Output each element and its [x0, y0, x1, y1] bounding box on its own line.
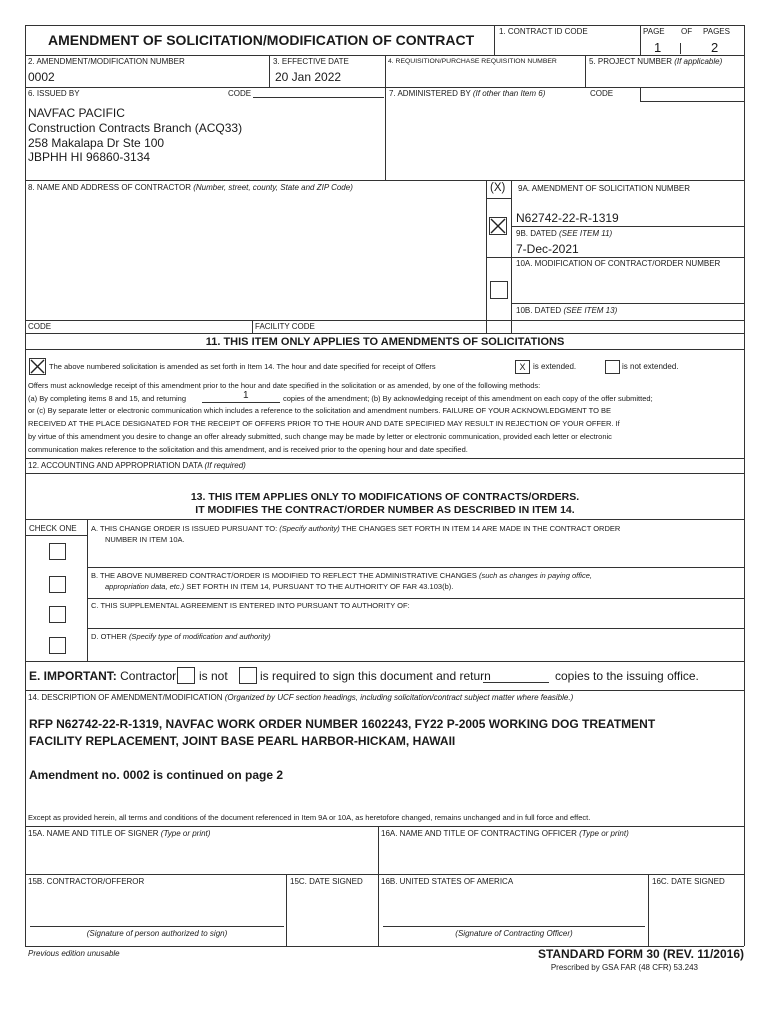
issued-by-line-3: 258 Makalapa Dr Ste 100 [28, 136, 165, 150]
item13b-checkbox[interactable] [49, 576, 66, 593]
form-title: AMENDMENT OF SOLICITATION/MODIFICATION OF CONTRACT [48, 32, 475, 48]
dated-9b-value[interactable]: 7-Dec-2021 [516, 242, 579, 256]
page-number: 1 [654, 40, 662, 55]
issued-by-code-label: CODE [228, 89, 252, 98]
of-label: OF [681, 27, 693, 36]
item13b-line1: B. THE ABOVE NUMBERED CONTRACT/ORDER IS MODIFIED TO REFLECT THE ADMINISTRATIVE CHANGES (such as changes in paying office, [91, 571, 592, 580]
is-required-label: is required to sign this document and return [260, 669, 491, 683]
amendment-solicitation-value[interactable]: N62742-22-R-1319 [516, 211, 619, 225]
item11-p2b: copies of the amendment; (b) By acknowledging receipt of this amendment on each copy of the offer submitted; [283, 394, 653, 403]
except-text: Except as provided herein, all terms and conditions of the document referenced in Item 9A or 10A, as heretofore changed, remains unchanged and in full force and effect. [28, 813, 591, 822]
contractor-label: 8. NAME AND ADDRESS OF CONTRACTOR (Number, street, county, State and ZIP Code) [28, 183, 353, 192]
administered-by-code-label: CODE [590, 89, 614, 98]
requisition-label: 4. REQUISITION/PURCHASE REQUISITION NUMBER [388, 58, 557, 65]
item11-title: 11. THIS ITEM ONLY APPLIES TO AMENDMENTS OF SOLICITATIONS [205, 336, 565, 348]
project-number-label: 5. PROJECT NUMBER (If applicable) [589, 57, 723, 66]
accounting-data-label: 12. ACCOUNTING AND APPROPRIATION DATA (If required) [28, 461, 246, 470]
amendment-solicitation-checkbox[interactable] [489, 217, 507, 235]
item11-p2a: (a) By completing items 8 and 15, and returning [28, 394, 187, 403]
item13a-line2: NUMBER IN ITEM 10A. [105, 535, 185, 544]
contractor-signature-line[interactable] [30, 926, 284, 927]
standard-form-label: STANDARD FORM 30 (REV. 11/2016) [537, 947, 744, 961]
contractor-signature-caption: (Signature of person authorized to sign) [86, 929, 228, 938]
is-not-label: is not [199, 669, 228, 683]
extended-label: is extended. [533, 362, 577, 371]
facility-code-label: FACILITY CODE [255, 322, 315, 331]
item13-title-1: 13. THIS ITEM APPLIES ONLY TO MODIFICATIONS OF CONTRACTS/ORDERS. [190, 491, 580, 503]
page-label: PAGE [643, 27, 665, 36]
item11-p3: or (c) By separate letter or electronic communication which includes a reference to the solicitation and amendment numbers. FAILURE OF YOUR ACKNOWLEDGMENT TO BE [28, 406, 612, 415]
item11-p1: Offers must acknowledge receipt of this amendment prior to the hour and date specified in the solicitation or as amended, by one of the following methods: [28, 381, 541, 390]
item11-checkbox[interactable] [29, 358, 46, 375]
officer-signature-caption: (Signature of Contracting Officer) [455, 929, 573, 938]
important-row: E. IMPORTANT: Contractor [29, 669, 177, 683]
item13d-checkbox[interactable] [49, 637, 66, 654]
modification-contract-checkbox[interactable] [490, 281, 508, 299]
extended-checkbox[interactable]: X [515, 360, 530, 374]
item11-p4: RECEIVED AT THE PLACE DESIGNATED FOR THE RECEIPT OF OFFERS PRIOR TO THE HOUR AND DATE SPECIFIED MAY RESULT IN REJECTION OF YOUR OFFER. If [28, 419, 620, 428]
contractor-date-signed-label: 15C. DATE SIGNED [290, 877, 363, 886]
is-required-checkbox[interactable] [239, 667, 257, 684]
issued-by-label: 6. ISSUED BY [28, 89, 80, 98]
description-line-3: Amendment no. 0002 is continued on page 2 [29, 768, 284, 782]
copies-return-field[interactable] [483, 682, 549, 683]
description-line-1: RFP N62742-22-R-1319, NAVFAC WORK ORDER NUMBER 1602243, FY22 P-2005 WORKING DOG TREATMENT [29, 717, 656, 731]
item11-p6: communication makes reference to the solicitation and this amendment, and is received prior to the opening hour and date specified. [28, 445, 468, 454]
copies-value[interactable]: 1 [243, 390, 249, 401]
officer-date-signed-label: 16C. DATE SIGNED [652, 877, 725, 886]
item13a-checkbox[interactable] [49, 543, 66, 560]
item13c-line: C. THIS SUPPLEMENTAL AGREEMENT IS ENTERED INTO PURSUANT TO AUTHORITY OF: [91, 601, 410, 610]
effective-date-label: 3. EFFECTIVE DATE [273, 57, 349, 66]
contractor-offeror-label: 15B. CONTRACTOR/OFFEROR [28, 877, 145, 886]
united-states-label: 16B. UNITED STATES OF AMERICA [381, 877, 514, 886]
item13b-line2: appropriation data, etc.) SET FORTH IN ITEM 14, PURSUANT TO THE AUTHORITY OF FAR 43.103(b). [105, 582, 454, 591]
page-separator [680, 43, 681, 54]
not-extended-checkbox[interactable] [605, 360, 620, 374]
pages-label: PAGES [703, 27, 730, 36]
dated-10b-label: 10B. DATED (SEE ITEM 13) [516, 306, 618, 315]
is-not-checkbox[interactable] [177, 667, 195, 684]
x-column-header: (X) [490, 182, 506, 194]
issued-by-code-field [253, 97, 384, 98]
prescribed-by-label: Prescribed by GSA FAR (48 CFR) 53.243 [550, 963, 698, 972]
checked-x-icon [30, 359, 45, 374]
issued-by-line-4: JBPHH HI 96860-3134 [28, 150, 151, 164]
item13-title-2: IT MODIFIES THE CONTRACT/ORDER NUMBER AS DESCRIBED IN ITEM 14. [195, 504, 575, 516]
copies-issuing-label: copies to the issuing office. [555, 669, 699, 683]
issued-by-line-2: Construction Contracts Branch (ACQ33) [28, 121, 243, 135]
contractor-code-label: CODE [28, 322, 52, 331]
description-label: 14. DESCRIPTION OF AMENDMENT/MODIFICATION (Organized by UCF section headings, including solicitation/contract subject matter where feasible.) [28, 693, 574, 702]
amendment-number-label: 2. AMENDMENT/MODIFICATION NUMBER [28, 57, 185, 66]
not-extended-label: is not extended. [622, 362, 679, 371]
administered-by-label: 7. ADMINISTERED BY (If other than Item 6) [389, 89, 546, 98]
check-one-label: CHECK ONE [29, 524, 77, 533]
modification-contract-label: 10A. MODIFICATION OF CONTRACT/ORDER NUMBER [516, 259, 721, 268]
pages-count: 2 [711, 40, 719, 55]
item13a-line1: A. THIS CHANGE ORDER IS ISSUED PURSUANT TO: (Specify authority) THE CHANGES SET FORTH IN ITEM 14 ARE MADE IN THE CONTRACT ORDER [91, 524, 621, 533]
item13d-line: D. OTHER (Specify type of modification and authority) [91, 632, 271, 641]
officer-name-label: 16A. NAME AND TITLE OF CONTRACTING OFFICER (Type or print) [381, 829, 629, 838]
officer-signature-line[interactable] [383, 926, 645, 927]
description-line-2: FACILITY REPLACEMENT, JOINT BASE PEARL HARBOR-HICKAM, HAWAII [29, 734, 456, 748]
dated-9b-label: 9B. DATED (SEE ITEM 11) [516, 229, 613, 238]
checked-x-icon [490, 218, 506, 234]
previous-edition-note: Previous edition unusable [28, 949, 120, 958]
item11-line1: The above numbered solicitation is amended as set forth in Item 14. The hour and date specified for receipt of Offers [49, 362, 436, 371]
effective-date-value[interactable]: 20 Jan 2022 [275, 70, 342, 84]
issued-by-line-1: NAVFAC PACIFIC [28, 106, 125, 120]
signer-name-label: 15A. NAME AND TITLE OF SIGNER (Type or print) [28, 829, 211, 838]
item13c-checkbox[interactable] [49, 606, 66, 623]
contract-id-label: 1. CONTRACT ID CODE [499, 27, 588, 36]
item11-p5: by virtue of this amendment you desire to change an offer already submitted, such change may be made by letter or electronic communication, provided each letter or electronic [28, 432, 612, 441]
amendment-solicitation-label: 9A. AMENDMENT OF SOLICITATION NUMBER [518, 184, 691, 193]
administered-by-code-field [640, 101, 744, 102]
amendment-number-value[interactable]: 0002 [28, 70, 55, 84]
